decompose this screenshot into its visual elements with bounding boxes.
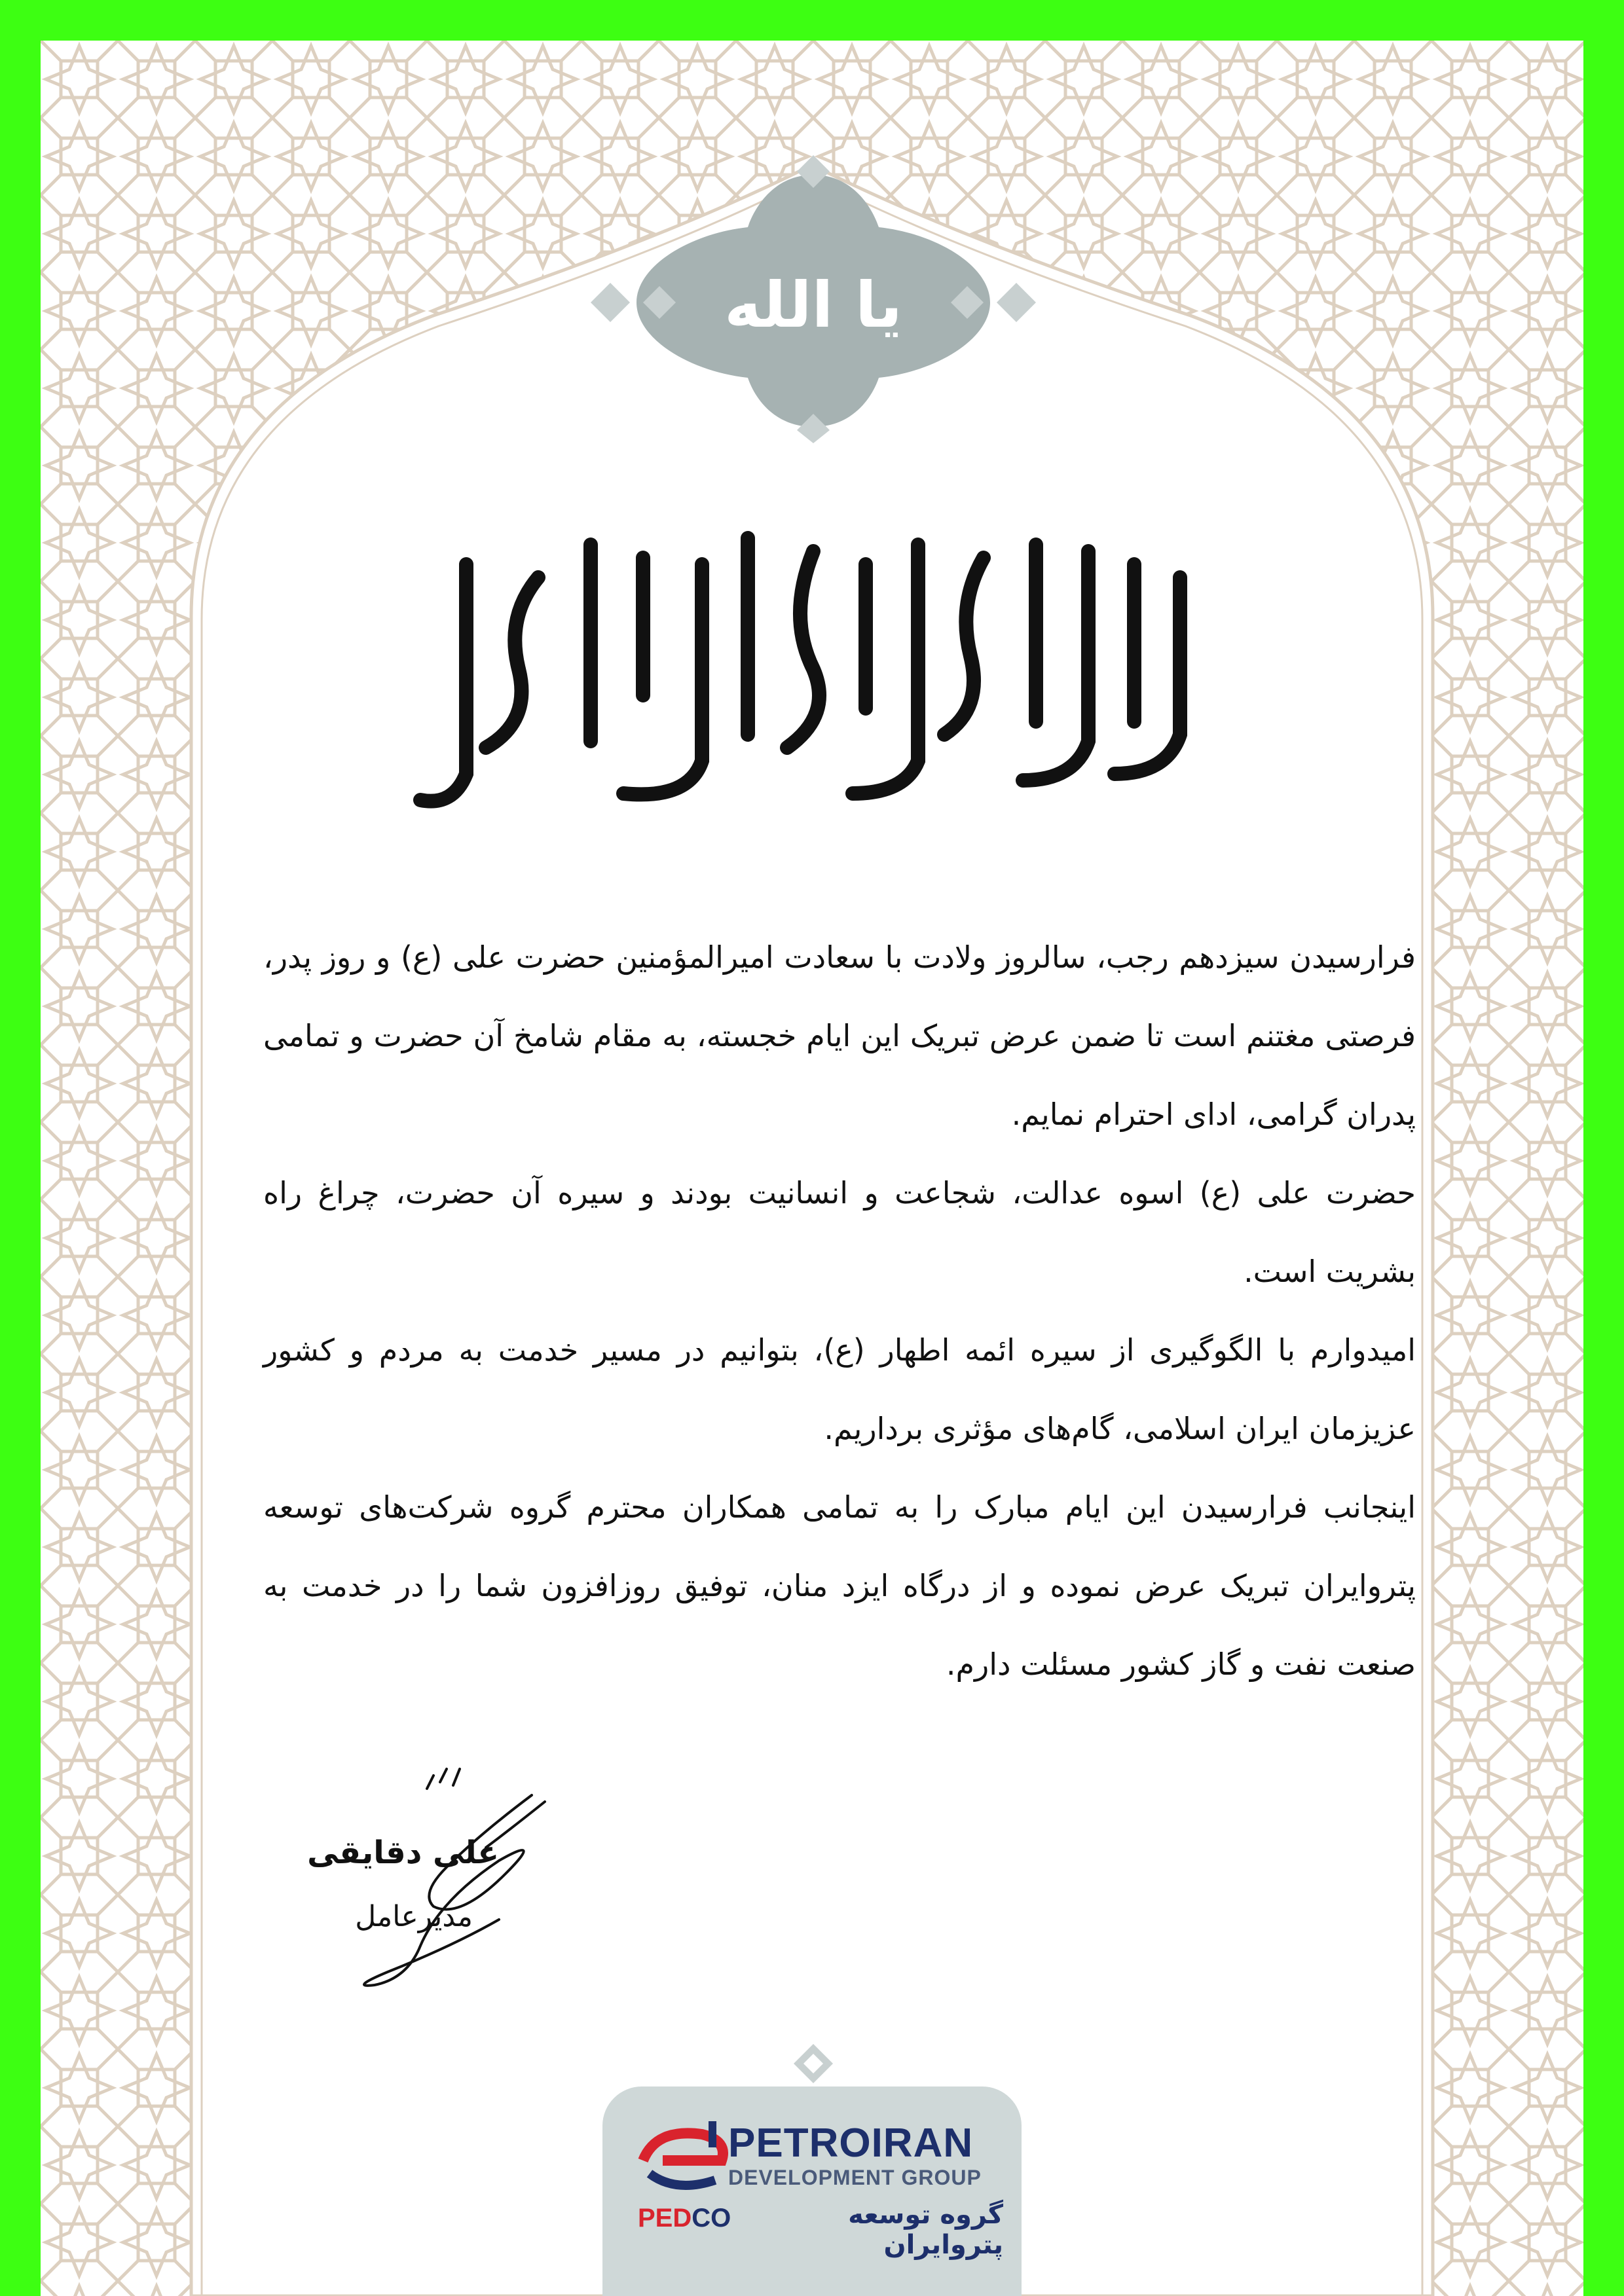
logo-name-en: PETROIRAN <box>728 2121 974 2166</box>
signatory-title: مدیرعامل <box>355 1900 473 1933</box>
letter-body <box>263 918 1416 1704</box>
emblem-text: یا الله <box>724 268 902 342</box>
letter-paragraph: امیدوارم با الگوگیری از سیره ائمه اطهار (ع)، بتوانیم در مسیر خدمت به مردم و کشور عزیزمان ایران اسلامی، گام‌های مؤثری برداریم. <box>263 1332 1416 1446</box>
handwritten-signature <box>348 1756 571 2005</box>
logo-abbr-blue: CO <box>692 2204 731 2232</box>
emblem-medallion <box>571 155 1056 443</box>
calligraphy-title <box>407 525 1219 826</box>
letter-paragraph: فرارسیدن سیزدهم رجب، سالروز ولادت با سعادت امیرالمؤمنین حضرت علی (ع) و روز پدر، فرصتی مغتنم است تا ضمن عرض تبریک این ایام خجسته، به مقام شامخ آن حضرت و تمامی پدران گرامی، ادای احترام نمایم. <box>263 939 1416 1132</box>
letter-paragraph: حضرت علی (ع) اسوه عدالت، شجاعت و انسانیت بودند و سیره آن حضرت، چراغ راه بشریت است. <box>263 1175 1416 1289</box>
logo-abbr-red: PED <box>638 2204 692 2232</box>
letter-frame <box>41 41 1583 2296</box>
logo-name-fa: گروه توسعه پتروایران <box>848 2200 1003 2260</box>
letter-paragraph: اینجانب فرارسیدن این ایام مبارک را به تمامی همکاران محترم گروه شرکت‌های توسعه پتروایران تبریک عرض نموده و از درگاه ایزد منان، توفیق روزافزون شما را در خدمت به صنعت نفت و گاز کشور مسئلت دارم. <box>263 1489 1416 1682</box>
logo-abbreviation <box>638 2204 731 2233</box>
signatory-name: علی دقایقی <box>307 1834 499 1871</box>
logo-subtitle-en: DEVELOPMENT GROUP <box>728 2166 982 2189</box>
